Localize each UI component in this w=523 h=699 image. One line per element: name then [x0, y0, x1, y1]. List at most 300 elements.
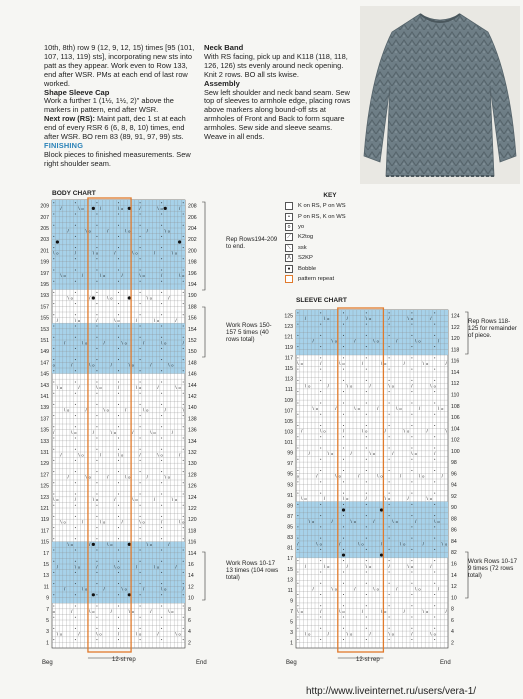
sleeve-decrease-mark: \ [320, 428, 322, 434]
body-purl-mark [96, 594, 97, 595]
body-decrease-mark: / [60, 205, 62, 211]
body-row-label-right: 122 [188, 506, 197, 512]
purl-symbol-icon: • [285, 213, 293, 221]
sleeve-decrease-mark: \ [426, 496, 428, 502]
body-decrease-mark: \ [89, 362, 91, 368]
body-purl-mark [53, 292, 54, 293]
sleeve-yo-mark: o [376, 586, 379, 592]
body-purl-mark [75, 482, 76, 483]
sleeve-purl-mark [297, 402, 298, 403]
sleeve-purl-mark [411, 324, 412, 325]
sleeve-decrease-mark: \ [418, 473, 421, 479]
body-purl-mark [183, 214, 184, 215]
sleeve-purl-mark [297, 459, 298, 460]
sleeve-decrease-mark: / [354, 586, 356, 592]
body-row-label-left: 129 [40, 461, 49, 468]
body-row-label-left: 119 [40, 517, 49, 524]
sleeve-decrease-mark: / [430, 315, 432, 321]
sleeve-purl-mark [434, 369, 435, 370]
sleeve-decrease-mark: / [297, 541, 299, 547]
body-decrease-mark: / [67, 474, 69, 480]
body-decrease-mark: / [157, 385, 159, 391]
body-row-label-left: 149 [40, 349, 49, 356]
sleeve-purl-mark [297, 515, 298, 516]
body-purl-mark [183, 247, 184, 248]
body-purl-mark [161, 471, 162, 472]
body-row-label-left: 125 [40, 483, 49, 490]
sleeve-purl-mark [434, 402, 435, 403]
body-purl-mark [75, 617, 76, 618]
sleeve-purl-mark [297, 639, 298, 640]
sleeve-purl-mark [320, 583, 321, 584]
body-decrease-mark: / [168, 541, 170, 547]
body-row-label-left: 209 [40, 203, 49, 210]
body-yo-mark: o [135, 497, 138, 503]
body-row-label-left: 157 [40, 304, 49, 311]
sleeve-yo-mark: o [361, 541, 364, 547]
body-row-label-right: 10 [188, 595, 194, 602]
body-purl-mark [183, 639, 184, 640]
body-purl-mark [161, 438, 162, 439]
sleeve-purl-mark [434, 583, 435, 584]
sleeve-yo-mark: o [425, 361, 429, 367]
sleeve-purl-mark [297, 357, 298, 358]
body-decrease-mark: / [110, 362, 112, 368]
body-purl-mark [53, 494, 54, 495]
body-decrease-mark: / [146, 474, 148, 480]
body-row-label-right: 146 [188, 371, 197, 378]
body-purl-mark [161, 314, 162, 315]
body-purl-mark [140, 471, 141, 472]
body-row-label-right: 150 [188, 349, 197, 356]
body-yo-mark: o [174, 497, 178, 503]
body-bobble [56, 240, 59, 243]
sleeve-purl-mark [320, 312, 321, 313]
sleeve-decrease-mark: \ [403, 428, 405, 434]
body-purl-mark [183, 516, 184, 517]
sleeve-yo-mark: o [403, 541, 406, 547]
body-purl-mark [53, 382, 54, 383]
body-row-label-left: 203 [40, 237, 49, 244]
body-purl-mark [118, 594, 119, 595]
body-decrease-mark: / [96, 317, 98, 323]
body-purl-mark [53, 214, 54, 215]
body-purl-mark [140, 236, 141, 237]
sleeve-decrease-mark: / [308, 451, 310, 457]
body-decrease-mark: / [78, 385, 80, 391]
sleeve-purl-mark [411, 470, 412, 471]
sleeve-purl-mark [320, 402, 321, 403]
body-purl-mark [53, 303, 54, 304]
sleeve-decrease-mark: / [384, 428, 386, 434]
body-purl-mark [96, 527, 97, 528]
body-decrease-mark: \ [114, 564, 116, 570]
sleeve-row-label-left: 121 [284, 334, 293, 341]
body-purl-mark [75, 303, 76, 304]
body-row-label-left: 147 [40, 360, 49, 367]
body-purl-mark [161, 426, 162, 427]
body-purl-mark [53, 505, 54, 506]
body-purl-mark [140, 326, 141, 327]
sleeve-decrease-mark: / [422, 541, 424, 547]
body-decrease-mark: / [161, 519, 163, 525]
sleeve-purl-mark [434, 617, 435, 618]
sleeve-decrease-mark: / [312, 586, 314, 592]
source-url: http://www.liveinternet.ru/users/vera-1/ [306, 686, 477, 697]
body-purl-mark [75, 225, 76, 226]
body-decrease-mark: \ [110, 429, 112, 435]
sleeve-purl-mark [343, 459, 344, 460]
sleeve-purl-mark [389, 335, 390, 336]
body-purl-mark [118, 583, 119, 584]
sleeve-purl-mark [411, 357, 412, 358]
sleeve-decrease-mark: / [411, 383, 413, 389]
body-purl-mark [183, 393, 184, 394]
body-purl-mark [96, 516, 97, 517]
sleeve-row-label-left: 7 [290, 609, 293, 616]
body-purl-mark [183, 281, 184, 282]
sleeve-decrease-mark: \ [301, 496, 303, 502]
body-row-label-right: 124 [188, 494, 197, 501]
body-purl-mark [118, 225, 119, 226]
body-row-label-right: 132 [188, 450, 197, 456]
body-purl-mark [140, 370, 141, 371]
body-yo-mark: o [142, 519, 145, 525]
neck-band-heading: Neck Band [204, 43, 244, 52]
shape-sleeve-cap-heading: Shape Sleeve Cap [44, 87, 110, 97]
sleeve-yo-mark: o [338, 473, 341, 479]
body-purl-mark [140, 337, 141, 338]
body-purl-mark [53, 281, 54, 282]
sleeve-purl-mark [320, 357, 321, 358]
sleeve-purl-mark [434, 594, 435, 595]
body-purl-mark [96, 617, 97, 618]
body-purl-mark [118, 247, 119, 248]
sleeve-purl-mark [411, 402, 412, 403]
body-row-label-left: 121 [40, 506, 49, 512]
sleeve-purl-mark [343, 493, 344, 494]
paragraph: Block pieces to finished measurements. Sew right shoulder seam. [44, 149, 191, 168]
key-label: K2tog [298, 234, 314, 241]
sleeve-purl-mark [297, 324, 298, 325]
sleeve-purl-mark [366, 324, 367, 325]
body-yo-mark: o [146, 407, 149, 413]
body-row-label-left: 13 [43, 573, 49, 580]
sleeve-purl-mark [343, 312, 344, 313]
body-yo-mark: o [149, 541, 152, 547]
body-decrease-mark: \ [175, 385, 177, 391]
body-decrease-mark: / [71, 609, 73, 615]
body-row-label-left: 153 [40, 326, 49, 333]
sleeve-decrease-mark: / [445, 608, 447, 614]
sleeve-decrease-mark: / [388, 563, 390, 569]
body-row-label-left: 9 [46, 595, 49, 602]
sleeve-row-label-right: 90 [451, 505, 457, 512]
sleeve-purl-mark [389, 380, 390, 381]
body-purl-mark [75, 292, 76, 293]
body-decrease-mark: / [117, 385, 120, 391]
sleeve-purl-mark [320, 436, 321, 437]
body-purl-mark [53, 359, 54, 360]
body-row-label-left: 133 [40, 438, 49, 445]
sleeve-purl-mark [434, 538, 435, 539]
body-purl-mark [53, 314, 54, 315]
body-decrease-mark: / [153, 497, 156, 503]
body-row-label-right: 206 [188, 214, 197, 221]
body-decrease-mark: / [182, 340, 184, 346]
body-decrease-mark: \ [171, 250, 174, 256]
sleeve-purl-mark [366, 639, 367, 640]
body-purl-mark [161, 572, 162, 573]
body-purl-mark [53, 449, 54, 450]
sleeve-purl-mark [366, 436, 367, 437]
sleeve-yo-mark: o [380, 473, 383, 479]
body-purl-mark [53, 516, 54, 517]
body-purl-mark [140, 460, 141, 461]
sleeve-purl-mark [389, 324, 390, 325]
sleeve-purl-mark [389, 414, 390, 415]
body-decrease-mark: / [139, 205, 141, 211]
body-purl-mark [53, 550, 54, 551]
sleeve-purl-mark [343, 436, 344, 437]
sleeve-purl-mark [389, 639, 390, 640]
sleeve-decrease-mark: \ [380, 361, 383, 367]
body-row-label-left: 195 [40, 282, 49, 288]
sleeve-yo-mark: o [384, 361, 387, 367]
body-decrease-mark: \ [153, 317, 156, 323]
sleeve-decrease-mark: / [327, 631, 329, 637]
body-purl-mark [161, 281, 162, 282]
body-decrease-mark: \ [99, 273, 102, 279]
body-purl-mark [183, 370, 184, 371]
sleeve-row-label-left: 107 [284, 408, 293, 415]
body-purl-mark [53, 326, 54, 327]
sleeve-purl-mark [434, 481, 435, 482]
finishing-heading: FINISHING [44, 140, 84, 150]
sleeve-row-label-right: 122 [451, 324, 460, 331]
sleeve-yo-mark: o [418, 338, 421, 344]
body-yo-mark: o [81, 452, 84, 458]
body-decrease-mark: / [103, 340, 105, 346]
sleeve-purl-mark [411, 335, 412, 336]
sleeve-purl-mark [343, 639, 344, 640]
body-purl-mark [183, 426, 184, 427]
sleeve-decrease-mark: \ [331, 338, 333, 344]
sleeve-purl-mark [434, 335, 435, 336]
sleeve-purl-mark [411, 414, 412, 415]
sleeve-decrease-mark: \ [297, 608, 299, 614]
body-row-label-left: 139 [40, 405, 49, 412]
sleeve-purl-mark [366, 414, 367, 415]
sleeve-purl-mark [297, 470, 298, 471]
sleeve-row-label-right: 104 [451, 426, 460, 433]
sleeve-row-label-right: 10 [451, 595, 457, 602]
sleeve-row-label-left: 109 [284, 397, 293, 404]
body-decrease-mark: \ [146, 541, 148, 547]
sleeve-purl-mark [320, 380, 321, 381]
body-row-label-left: 7 [46, 606, 49, 613]
sleeve-purl-mark [434, 357, 435, 358]
sleeve-yo-mark: o [304, 496, 307, 502]
sleeve-yo-mark: o [425, 608, 429, 614]
sleeve-purl-mark [389, 628, 390, 629]
sleeve-decrease-mark: \ [323, 315, 326, 321]
body-note-bot: Work Rows 10-17 13 times (104 rows total) [226, 560, 279, 581]
body-purl-mark [53, 270, 54, 271]
sleeve-decrease-mark: \ [407, 315, 409, 321]
body-decrease-mark: / [164, 407, 166, 413]
sleeve-purl-mark [343, 583, 344, 584]
body-yo-mark: o [153, 429, 156, 435]
sleeve-row-label-left: 87 [287, 513, 293, 520]
sleeve-yo-mark: o [368, 315, 372, 321]
sleeve-purl-mark [434, 459, 435, 460]
body-decrease-mark: / [99, 205, 102, 211]
sleeve-decrease-mark: \ [304, 631, 307, 637]
body-bobble [92, 593, 95, 596]
k2tog-symbol-icon: ⟋ [285, 233, 293, 241]
body-decrease-mark: \ [67, 295, 69, 301]
body-note-mid: Work Rows 150-157 5 times (40 rows total) [226, 322, 272, 343]
sleeve-purl-mark [366, 617, 367, 618]
sleeve-purl-mark [343, 605, 344, 606]
body-decrease-mark: \ [171, 497, 174, 503]
body-rep-bracket-side [202, 202, 205, 290]
sleeve-row-label-left: 89 [287, 503, 293, 510]
sleeve-row-label-right: 92 [451, 493, 457, 500]
body-purl-mark [96, 382, 97, 383]
sleeve-purl-mark [343, 346, 344, 347]
body-purl-mark [118, 292, 119, 293]
body-decrease-mark: / [85, 407, 87, 413]
body-yo-mark: o [63, 273, 66, 279]
body-decrease-mark: / [121, 519, 123, 525]
body-decrease-mark: \ [107, 541, 109, 547]
sleeve-decrease-mark: \ [339, 608, 341, 614]
sleeve-row-label-left: 111 [285, 387, 293, 394]
body-yo-mark: o [103, 519, 106, 525]
sleeve-yo-mark: o [308, 383, 311, 389]
sleeve-purl-mark [411, 594, 412, 595]
sleeve-row-label-right: 2 [451, 640, 454, 647]
body-purl-mark [75, 550, 76, 551]
sleeve-purl-mark [389, 312, 390, 313]
body-decrease-mark: \ [89, 609, 91, 615]
body-decrease-mark: \ [53, 497, 55, 503]
body-yo-mark: o [142, 273, 145, 279]
sleeve-purl-mark [389, 594, 390, 595]
body-purl-mark [161, 415, 162, 416]
sleeve-yo-mark: o [346, 496, 349, 502]
body-decrease-mark: \ [164, 474, 166, 480]
body-row-label-left: 151 [40, 338, 49, 344]
sleeve-decrease-mark: / [380, 541, 383, 547]
sleeve-purl-mark [320, 617, 321, 618]
body-row-label-left: 127 [40, 472, 49, 479]
sleeve-yo-mark: o [399, 406, 402, 412]
sleeve-decrease-mark: \ [415, 586, 417, 592]
body-purl-mark [140, 516, 141, 517]
body-decrease-mark: \ [56, 385, 59, 391]
sleeve-row-label-left: 113 [284, 376, 293, 383]
sleeve-decrease-mark: / [327, 383, 329, 389]
sleeve-row-label-right: 4 [451, 629, 454, 636]
body-decrease-mark: / [153, 250, 156, 256]
sleeve-purl-mark [389, 583, 390, 584]
body-bobble [128, 593, 131, 596]
body-purl-mark [140, 404, 141, 405]
body-row-label-right: 136 [188, 427, 197, 434]
body-yo-mark: o [117, 317, 120, 323]
sleeve-decrease-mark: / [361, 361, 364, 367]
body-row-label-right: 152 [188, 338, 197, 344]
sleeve-purl-mark [366, 346, 367, 347]
body-rep-bracket-side [202, 307, 205, 357]
body-decrease-mark: / [74, 250, 76, 256]
body-decrease-mark: / [99, 452, 102, 458]
body-purl-mark [140, 527, 141, 528]
body-purl-mark [75, 426, 76, 427]
sleeve-decrease-mark: / [411, 631, 413, 637]
body-decrease-mark: / [110, 609, 112, 615]
sleeve-purl-mark [411, 571, 412, 572]
body-decrease-mark: / [175, 564, 177, 570]
sleeve-decrease-mark: / [441, 473, 443, 479]
sleeve-decrease-mark: \ [354, 406, 356, 412]
body-row-label-right: 144 [188, 382, 197, 389]
body-purl-mark [96, 292, 97, 293]
sleeve-row-label-left: 99 [287, 450, 293, 457]
body-row-label-right: 140 [188, 405, 197, 412]
paragraph: Sew left shoulder and neck band seam. Sew top of sleeves to armhole edge, placing rows above markers along bound-off sts at armholes of Front and Back to form square armholes. Sew side and sleeve seams. Weave in all ends. [204, 87, 351, 142]
body-decrease-mark: \ [71, 429, 73, 435]
sleeve-row-label-right: 116 [451, 358, 460, 365]
body-purl-mark [183, 606, 184, 607]
body-decrease-mark: \ [135, 631, 138, 637]
body-purl-mark [140, 438, 141, 439]
body-purl-mark [96, 270, 97, 271]
body-decrease-mark: / [171, 429, 174, 435]
sleeve-yo-mark: o [327, 563, 330, 569]
sleeve-purl-mark [343, 571, 344, 572]
sleeve-purl-mark [434, 571, 435, 572]
sleeve-purl-mark [434, 324, 435, 325]
body-decrease-mark: \ [164, 228, 166, 234]
body-decrease-mark: / [117, 631, 120, 637]
body-yo-mark: o [138, 631, 142, 637]
body-decrease-mark: \ [117, 452, 120, 458]
sleeve-decrease-mark: \ [346, 383, 348, 389]
body-yo-mark: o [110, 295, 113, 301]
sleeve-decrease-mark: \ [396, 406, 398, 412]
body-purl-mark [183, 460, 184, 461]
sleeve-purl-mark [297, 414, 298, 415]
sleeve-purl-mark [411, 448, 412, 449]
body-decrease-mark: / [139, 452, 141, 458]
body-decrease-mark: \ [146, 295, 148, 301]
body-purl-mark [183, 449, 184, 450]
body-purl-mark [96, 505, 97, 506]
sleeve-purl-mark [343, 628, 344, 629]
body-row-label-left: 115 [40, 539, 49, 546]
body-purl-mark [75, 270, 76, 271]
body-decrease-mark: / [143, 340, 145, 346]
sleeve-purl-mark [343, 515, 344, 516]
sleeve-decrease-mark: \ [415, 338, 417, 344]
body-row-label-left: 117 [40, 528, 49, 535]
body-purl-mark [53, 594, 54, 595]
body-purl-mark [183, 292, 184, 293]
